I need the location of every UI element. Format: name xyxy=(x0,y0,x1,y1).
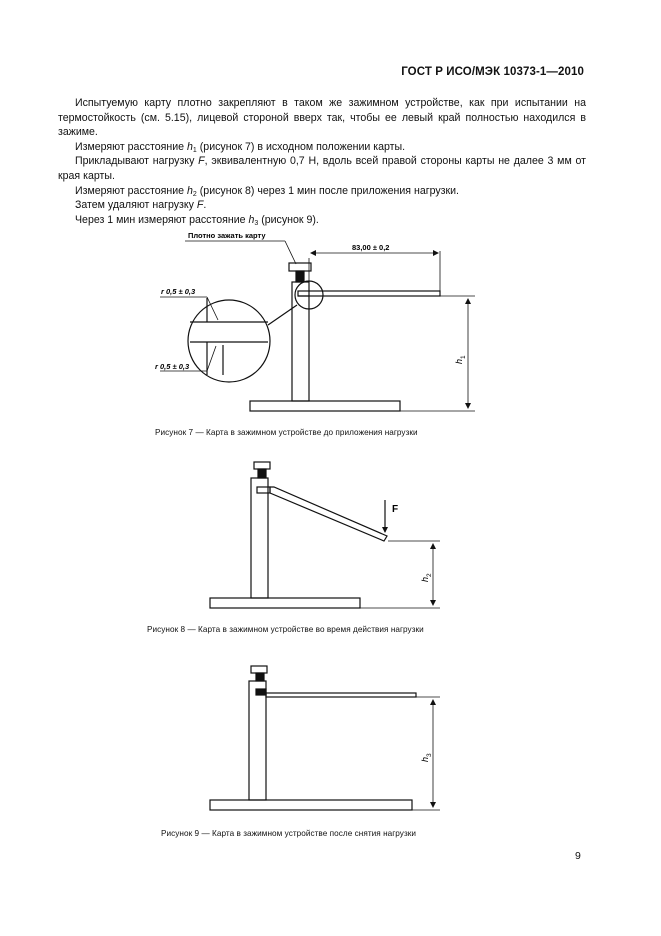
fig8-h-label xyxy=(420,573,433,582)
figure-8 xyxy=(210,462,440,608)
fig9-h-label xyxy=(420,753,433,762)
page-number: 9 xyxy=(575,850,581,862)
fig7-card xyxy=(298,291,440,296)
figure-9-caption: Рисунок 9 — Карта в зажимном устройстве после снятия нагрузки xyxy=(161,829,417,838)
figure-8-caption: Рисунок 8 — Карта в зажимном устройстве во время действия нагрузки xyxy=(147,625,424,634)
svg-text:2: 2 xyxy=(426,573,433,577)
fig8-clamp-screw xyxy=(258,469,266,478)
fig7-clamp-post xyxy=(292,282,309,401)
paragraph-5: Затем удаляют нагрузку F. xyxy=(75,199,207,212)
paragraph-1: Испытуемую карту плотно закрепляют в таком же зажимном устройстве, как при испытании на термостойкость (см. 5.15), лицевой стороной вверх так, чтобы ее левый край полностью находился в зажиме. xyxy=(58,97,586,139)
fig7-clamp-base xyxy=(250,401,400,411)
paragraph-2: Измеряют расстояние $h_1$ (рисунок 7) в исходном положении карты. xyxy=(75,140,406,154)
fig8-clamp-base xyxy=(210,598,360,608)
fig7-radius-top: r 0,5 ± 0,3 xyxy=(161,287,196,296)
document-header: ГОСТ Р ИСО/МЭК 10373-1—2010 xyxy=(401,66,584,78)
paragraph-6: Через 1 мин измеряют расстояние $h_3$ (рисунок 9). xyxy=(75,213,319,227)
svg-text:h: h xyxy=(454,358,464,364)
fig7-clamp-label: Плотно зажать карту xyxy=(188,231,266,240)
svg-text:1: 1 xyxy=(460,355,467,359)
figure-9 xyxy=(210,666,440,810)
fig9-clamp-knob xyxy=(251,666,267,673)
fig8-clamp-knob xyxy=(254,462,270,469)
fig9-clamp-post xyxy=(249,681,266,800)
svg-text:3: 3 xyxy=(426,753,433,757)
fig7-radius-bottom: r 0,5 ± 0,3 xyxy=(155,362,190,371)
paragraph-4: Измеряют расстояние $h_2$ (рисунок 8) через 1 мин после приложения нагрузки. xyxy=(75,184,459,198)
fig9-clamp-screw xyxy=(256,673,264,681)
fig7-clamp-screw xyxy=(296,271,304,282)
fig7-clamp-knob xyxy=(289,263,311,271)
fig7-h-label xyxy=(454,355,467,364)
figure-7-caption: Рисунок 7 — Карта в зажимном устройстве до приложения нагрузки xyxy=(155,428,418,437)
svg-text:h: h xyxy=(420,756,430,762)
figure-7 xyxy=(160,241,475,411)
paragraph-3: Прикладывают нагрузку F, эквивалентную 0,7 Н, вдоль всей правой стороны карты не далее 3 мм от края карты. xyxy=(58,155,587,182)
fig8-clamp-post xyxy=(251,478,268,598)
fig9-clamp-base xyxy=(210,800,412,810)
fig9-card xyxy=(266,693,416,697)
fig7-dimension-label: 83,00 ± 0,2 xyxy=(352,243,390,252)
fig7-detail-magnified xyxy=(188,300,270,382)
svg-text:h: h xyxy=(420,576,430,582)
fig8-card-bent xyxy=(270,487,387,541)
fig8-force-label: F xyxy=(392,504,399,515)
